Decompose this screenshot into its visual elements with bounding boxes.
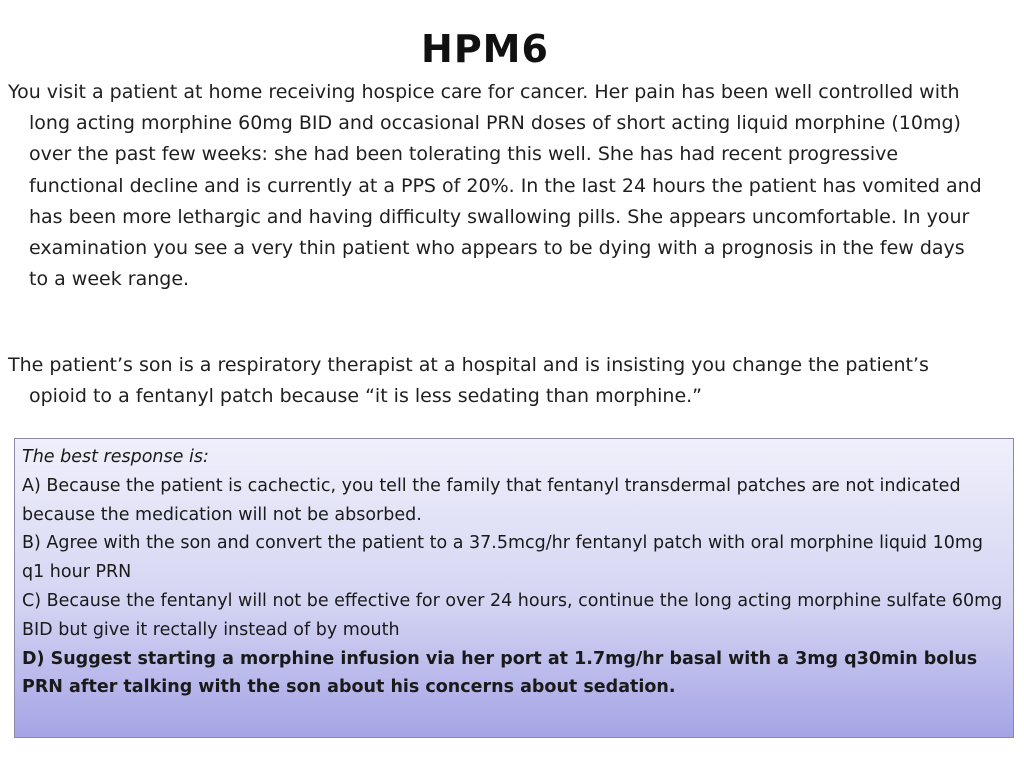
option-d-correct-answer: D) Suggest starting a morphine infusion via her port at 1.7mg/hr basal with a 3mg q30min bolus PRN after talking with the son about his concerns about sedation. (22, 648, 978, 698)
scenario-paragraph: You visit a patient at home receiving hospice care for cancer. Her pain has been well controlled with long acting morphine 60mg BID and occasional PRN doses of short acting liquid morphine (10mg) over the past few weeks: she had been tolerating this well. She has had recent progressive functional decline and is currently at a PPS of 20%. In the last 24 hours the patient has vomited and has been more lethargic and having difficulty swallowing pills. She appears uncomfortable. In your examination you see a very thin patient who appears to be dying with a prognosis in the few days to a week range. (8, 81, 982, 291)
slide-title: HPM6 (421, 27, 549, 71)
answer-choices-box (14, 438, 1014, 738)
option-b: B) Agree with the son and convert the patient to a 37.5mcg/hr fentanyl patch with oral morphine liquid 10mg q1 hour PRN (22, 533, 984, 583)
question-prompt: The best response is: (22, 447, 209, 467)
option-a: A) Because the patient is cachectic, you tell the family that fentanyl transdermal patches are not indicated because the medication will not be absorbed. (22, 475, 961, 525)
son-request-paragraph: The patient’s son is a respiratory therapist at a hospital and is insisting you change the patient’s opioid to a fentanyl patch because “it is less sedating than morphine.” (8, 354, 929, 408)
option-c: C) Because the fentanyl will not be effective for over 24 hours, continue the long acting morphine sulfate 60mg BID but give it rectally instead of by mouth (22, 590, 1003, 640)
